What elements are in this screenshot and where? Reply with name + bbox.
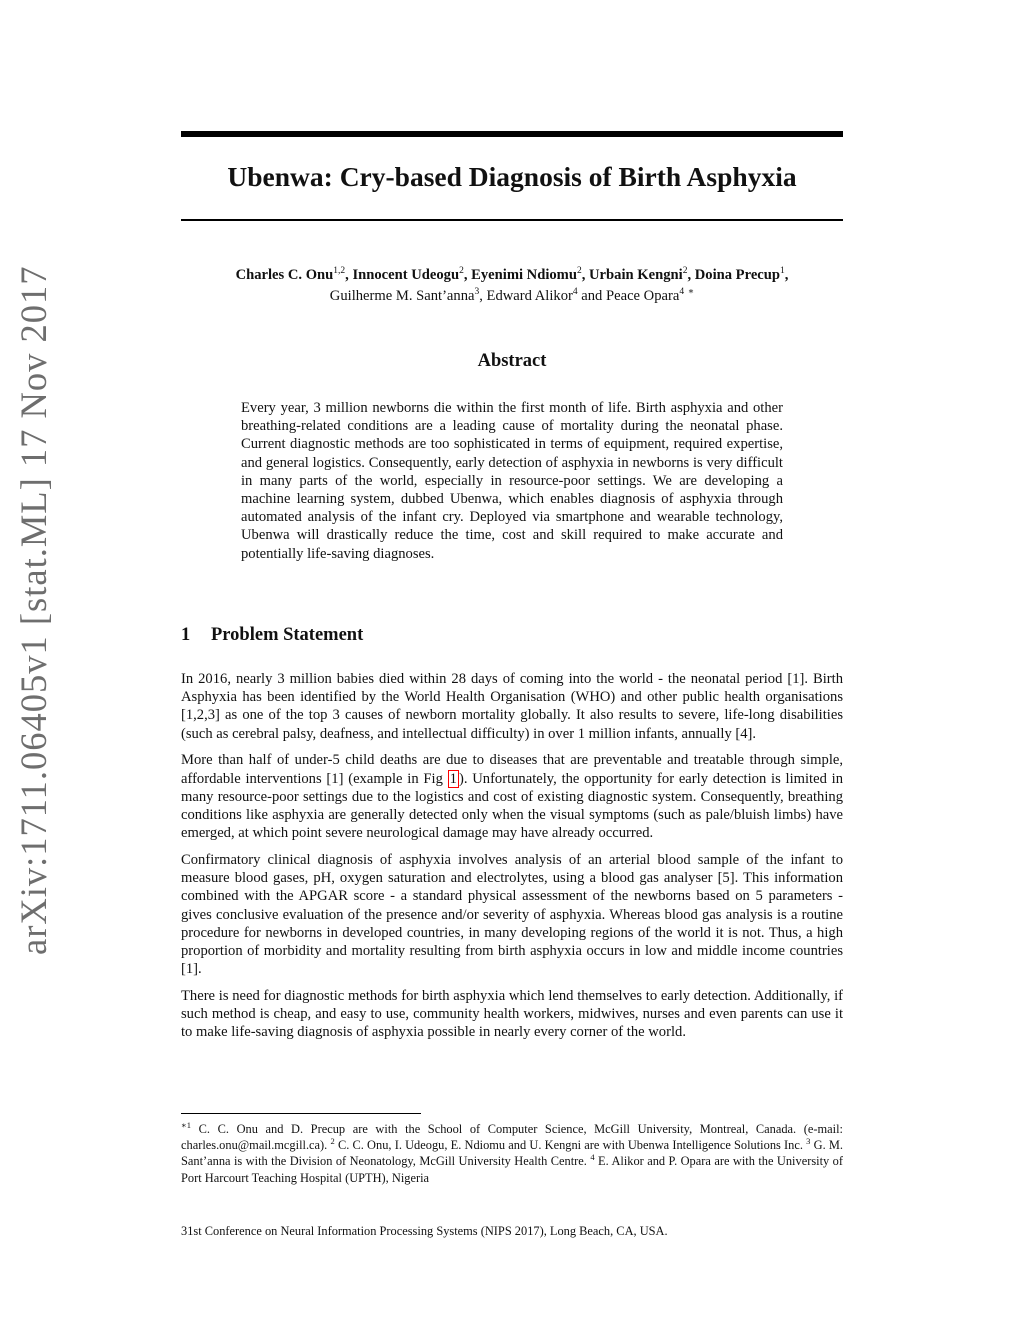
abstract-text: Every year, 3 million newborns die within the first month of life. Birth asphyxia and other breathing-related conditions are a leading cause of mortality during the neonatal phase. Current diagnostic methods are too sophisticated in terms of equipment, required expertise, and general logistics. Consequently, early detection of asphyxia in newborns is very difficult in many parts of the world, especially in resource-poor settings. We are developing a machine learning system, dubbed Ubenwa, which enables diagnosis of asphyxia through automated analysis of the infant cry. Deployed via smartphone and wearable technology, Ubenwa will drastically reduce the time, cost and skill required to make accurate and potentially life-saving diagnoses. [241,400,783,562]
footnote [181,1121,843,1186]
paragraph-1: In 2016, nearly 3 million babies died within 28 days of coming into the world - the neonatal period [1]. Birth Asphyxia has been identified by the World Health Organisation (WHO) and other public health organisations [1,2,3] as one of the top 3 causes of newborn mortality globally. It also results to severe, life-long disabilities (such as cerebral palsy, deafness, and intellectual difficulty) in over 1 million infants, annually [4]. [181,671,843,742]
author-name: Edward Alikor [486,288,573,304]
conference-footer: 31st Conference on Neural Information Processing Systems (NIPS 2017), Long Beach, CA, USA. [181,1224,668,1238]
footnote-mark: ∗1 [181,1119,192,1130]
paper-title: Ubenwa: Cry-based Diagnosis of Birth Asphyxia [227,161,797,192]
author-affiliation: 2 [459,266,464,277]
author-affiliation: 3 [474,287,480,298]
author-note-mark: ∗ [687,287,695,298]
author-affiliation: 1 [780,266,785,277]
author-name: Guilherme M. Sant’anna [329,288,475,304]
footnote-mark: 3 [806,1136,811,1147]
author-affiliation: 2 [576,266,582,277]
author-line-1: Charles C. Onu$^{1,2}$, Innocent Udeogu$^2$, Eyenimi Ndiomu$^2$, Urbain Kengni$^2$, Doina Precup$^1$, [235,266,789,283]
author-name: Innocent Udeogu [352,267,460,283]
author-name: Peace Opara [606,288,680,304]
paragraph-2-text-cont: ). Unfortunately, the opportunity for early detection is limited in many resource-poor settings due to the logistics and cost of existing diagnostic system. Consequently, breathing conditions like asphyxia are generally detected only when the visual symptoms (such as pale/bluish limbs) have emerged, at which point severe neurological damage may have already occurred. [181,770,843,842]
footnote-text: C. C. Onu and D. Precup are with the School of Computer Science, McGill University, Montreal, Canada. (e-mail: charles.onu@mail.mcgill.ca). [181,1122,843,1153]
figure-1-link[interactable]: 1 [449,770,457,787]
abstract-heading: Abstract [477,351,547,371]
section-number: 1 [181,625,191,645]
author-block [150,265,874,307]
author-affiliation: 2 [682,266,688,277]
author-name: Eyenimi Ndiomu [471,267,577,283]
footnote-mark: 2 [330,1136,335,1147]
footnote-text: G. M. Sant’anna is with the Division of Neonatology, McGill University Health Centre. [181,1138,843,1169]
section-title: Problem Statement [211,625,364,645]
author-name: Doina Precup [694,267,781,283]
section-body [181,670,843,1050]
paragraph-2-text: More than half of under-5 child deaths are due to diseases that are preventable and treatable through simple, affordable interventions [1] (example in Fig [181,752,843,787]
footnote-mark: 4 [590,1152,595,1163]
title-top-rule [181,131,843,137]
paragraph-2 [181,751,843,842]
section-heading [181,625,843,646]
arxiv-identifier: arXiv:1711.06405v1 [stat.ML] 17 Nov 2017 [13,265,54,955]
footnote-rule [181,1113,421,1114]
title-bottom-rule [181,219,843,221]
author-affiliation: 4 [679,287,685,298]
author-affiliation: 1,2 [333,266,346,277]
footnote-text: C. C. Onu, I. Udeogu, E. Ndiomu and U. Kengni are with Ubenwa Intelligence Solutions Inc. [337,1138,803,1153]
paragraph-4: There is need for diagnostic methods for birth asphyxia which lend themselves to early detection. Additionally, if such method is cheap, and easy to use, community health workers, midwives, nurses and even parents can use it to make life-saving diagnosis of asphyxia possible in nearly every corner of the world. [181,988,843,1041]
author-affiliation: 4 [572,287,578,298]
paragraph-3: Confirmatory clinical diagnosis of asphyxia involves analysis of an arterial blood sample of the infant to measure blood gases, pH, oxygen saturation and electrolytes, using a blood gas analyser [5]. This information combined with the APGAR score - a standard physical assessment of the newborns based on 5 parameters - gives conclusive evaluation of the presence and/or severity of asphyxia. Whereas blood gas analysis is a routine procedure for newborns in developed countries, in many developing regions of the world it is not. Thus, a high proportion of morbidity and mortality resulting from birth asphyxia occurs in low and middle income countries [1]. [181,852,843,978]
footnote-text: E. Alikor and P. Opara are with the University of Port Harcourt Teaching Hospital (UPTH), Nigeria [181,1154,843,1185]
author-line-2: Guilherme M. Sant’anna$^3$, Edward Alikor$^4$ and Peace Opara$^4$ ∗ [329,287,695,304]
author-name: Charles C. Onu [235,267,334,283]
author-name: Urbain Kengni [589,267,683,283]
